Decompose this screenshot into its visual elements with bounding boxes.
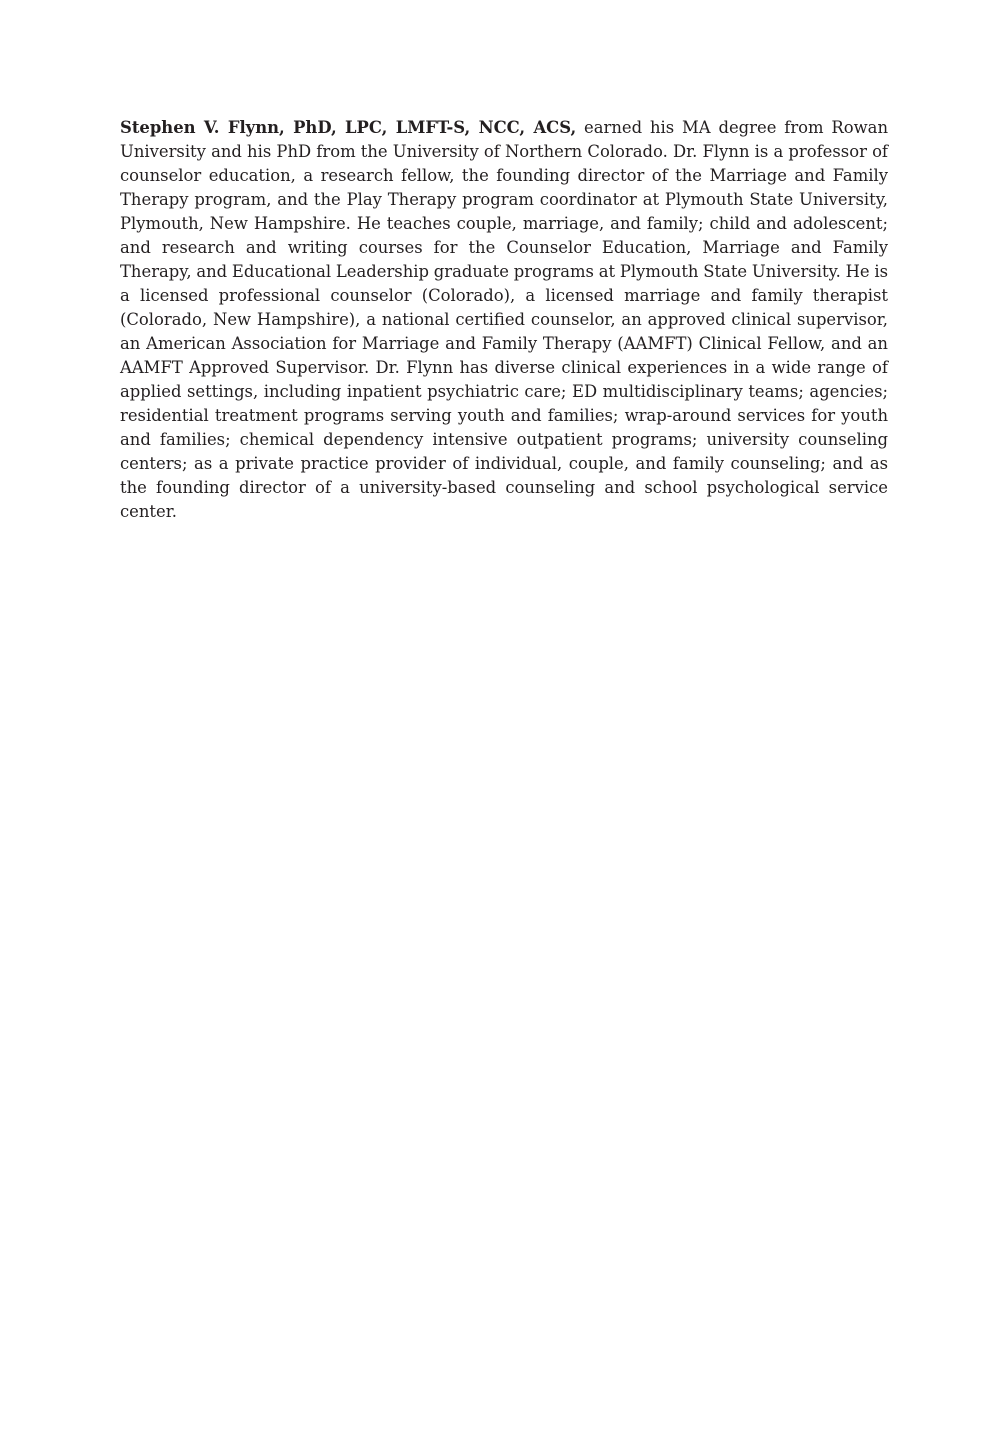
author-name-credentials: Stephen V. Flynn, PhD, LPC, LMFT-S, NCC, ACS,	[120, 118, 577, 137]
author-bio-paragraph	[120, 116, 888, 524]
author-bio-text: earned his MA degree from Rowan University and his PhD from the University of Northern Colorado. Dr. Flynn is a professor of counselor education, a research fellow, the founding director of the Marriage and Family Therapy program, and the Play Therapy program coordinator at Plymouth State University, Plymouth, New Hampshire. He teaches couple, marriage, and family; child and adolescent; and research and writing courses for the Counselor Education, Marriage and Family Therapy, and Educational Leadership graduate programs at Plymouth State University. He is a licensed professional counselor (Colorado), a licensed marriage and family therapist (Colorado, New Hampshire), a national certified counselor, an approved clinical supervisor, an American Association for Marriage and Family Therapy (AAMFT) Clinical Fellow, and an AAMFT Approved Supervisor. Dr. Flynn has diverse clinical experiences in a wide range of applied settings, including inpatient psychiatric care; ED multidisciplinary teams; agencies; residential treatment programs serving youth and families; wrap-around services for youth and families; chemical dependency intensive outpatient programs; university counseling centers; as a private practice provider of individual, couple, and family counseling; and as the founding director of a university-based counseling and school psychological service center.	[120, 118, 888, 521]
